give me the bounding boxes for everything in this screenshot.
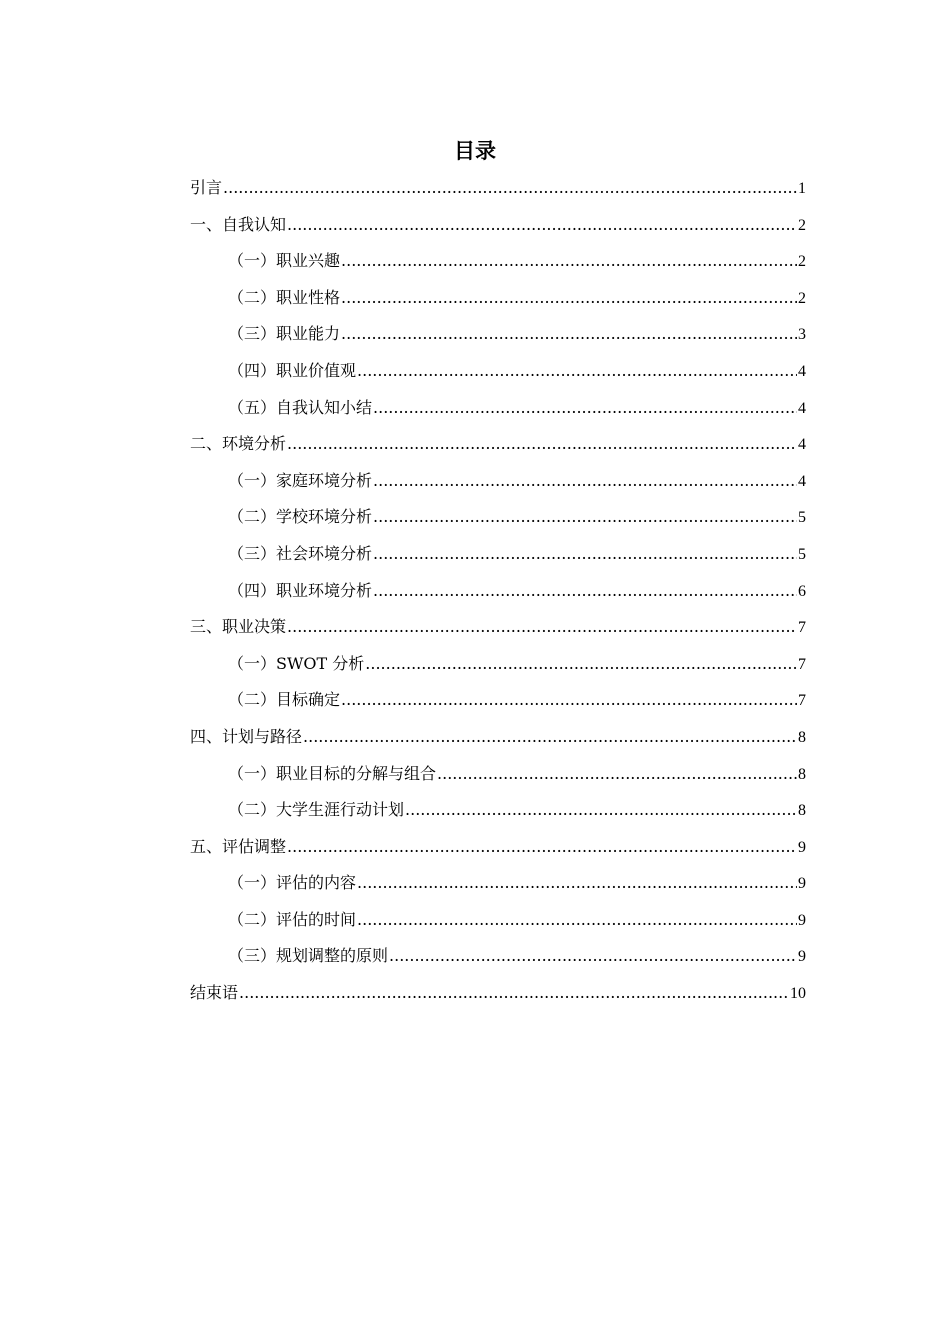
toc-entry[interactable]	[190, 536, 806, 573]
toc-dot-leader	[405, 792, 797, 829]
toc-entry[interactable]	[190, 499, 806, 536]
toc-entry[interactable]	[190, 756, 806, 793]
toc-dot-leader	[287, 609, 797, 646]
toc-entry[interactable]	[190, 646, 806, 683]
toc-entry-page-number: 8	[798, 728, 806, 746]
toc-entry-label: （三）规划调整的原则	[228, 946, 389, 966]
toc-title: 目录	[454, 139, 496, 163]
toc-entry[interactable]	[190, 390, 806, 427]
toc-dot-leader	[287, 829, 797, 866]
toc-entry-label: （三）职业能力	[228, 324, 341, 344]
toc-entry-label: （四）职业环境分析	[228, 580, 373, 600]
toc-entry-page-number: 10	[790, 985, 806, 1003]
toc-dot-leader	[373, 536, 797, 573]
toc-entry-page-number: 9	[798, 838, 806, 856]
toc-entry-page-number: 4	[798, 362, 806, 380]
toc-entry-page-number: 7	[798, 619, 806, 637]
toc-entry-label: 三、职业决策	[190, 617, 287, 637]
toc-entry-label: （二）目标确定	[228, 690, 341, 710]
toc-entry-label: （五）自我认知小结	[228, 397, 373, 417]
toc-entry[interactable]	[190, 463, 806, 500]
toc-entry-page-number: 2	[798, 253, 806, 271]
toc-entry-page-number: 4	[798, 399, 806, 417]
toc-entry-page-number: 6	[798, 582, 806, 600]
toc-entry[interactable]	[190, 975, 806, 1012]
toc-entry[interactable]	[190, 682, 806, 719]
toc-entry-page-number: 5	[798, 509, 806, 527]
toc-dot-leader	[373, 463, 797, 500]
toc-dot-leader	[389, 938, 797, 975]
toc-entry-label: （二）学校环境分析	[228, 507, 373, 527]
toc-entry[interactable]	[190, 243, 806, 280]
toc-entry-label: 一、自我认知	[190, 214, 287, 234]
toc-dot-leader	[303, 719, 797, 756]
toc-entry-page-number: 3	[798, 326, 806, 344]
toc-entry-page-number: 4	[798, 472, 806, 490]
toc-entry-label: （一）家庭环境分析	[228, 470, 373, 490]
toc-dot-leader	[357, 353, 797, 390]
toc-dot-leader	[239, 975, 789, 1012]
toc-entry-page-number: 7	[798, 692, 806, 710]
toc-entry[interactable]	[190, 426, 806, 463]
toc-dot-leader	[341, 682, 797, 719]
toc-entry-page-number: 8	[798, 802, 806, 820]
toc-entry[interactable]	[190, 829, 806, 866]
toc-dot-leader	[373, 499, 797, 536]
toc-entry[interactable]	[190, 865, 806, 902]
toc-entry[interactable]	[190, 902, 806, 939]
toc-entry-page-number: 9	[798, 948, 806, 966]
toc-dot-leader	[373, 573, 797, 610]
toc-entry-page-number: 1	[798, 180, 806, 197]
toc-entry-label: （一）SWOT 分析	[228, 653, 365, 673]
toc-entry[interactable]	[190, 316, 806, 353]
toc-entry[interactable]	[190, 353, 806, 390]
toc-entry[interactable]	[190, 573, 806, 610]
toc-dot-leader	[357, 902, 797, 939]
toc-entry-label: （一）职业兴趣	[228, 251, 341, 271]
toc-entry-page-number: 7	[798, 655, 806, 673]
toc-dot-leader	[373, 390, 797, 427]
toc-dot-leader	[341, 280, 797, 317]
toc-dot-leader	[341, 316, 797, 353]
toc-dot-leader	[287, 207, 797, 244]
toc-dot-leader	[365, 646, 797, 683]
toc-entry-label: 引言	[190, 178, 223, 197]
toc-entry[interactable]	[190, 609, 806, 646]
toc-list	[190, 170, 806, 1012]
toc-entry-label: 二、环境分析	[190, 434, 287, 454]
toc-entry-page-number: 5	[798, 545, 806, 563]
toc-entry-label: （三）社会环境分析	[228, 543, 373, 563]
toc-entry-label: （二）大学生涯行动计划	[228, 800, 405, 820]
toc-entry-label: （二）职业性格	[228, 287, 341, 307]
toc-dot-leader	[341, 243, 797, 280]
toc-entry[interactable]	[190, 170, 806, 207]
toc-entry-page-number: 9	[798, 875, 806, 893]
toc-entry[interactable]	[190, 719, 806, 756]
toc-entry[interactable]	[190, 938, 806, 975]
toc-entry-label: （四）职业价值观	[228, 360, 357, 380]
toc-entry-label: （一）职业目标的分解与组合	[228, 763, 437, 783]
toc-entry[interactable]	[190, 792, 806, 829]
toc-entry-page-number: 4	[798, 436, 806, 454]
toc-entry[interactable]	[190, 207, 806, 244]
toc-dot-leader	[223, 170, 797, 207]
toc-entry-page-number: 9	[798, 911, 806, 929]
toc-entry-label: （二）评估的时间	[228, 909, 357, 929]
toc-entry-label: 四、计划与路径	[190, 726, 303, 746]
toc-dot-leader	[357, 865, 797, 902]
toc-entry-label: （一）评估的内容	[228, 873, 357, 893]
toc-entry-label: 结束语	[190, 983, 239, 1003]
toc-dot-leader	[437, 756, 797, 793]
toc-entry-page-number: 2	[798, 289, 806, 307]
toc-dot-leader	[287, 426, 797, 463]
toc-entry-page-number: 8	[798, 765, 806, 783]
toc-entry-page-number: 2	[798, 216, 806, 234]
toc-entry[interactable]	[190, 280, 806, 317]
toc-entry-label: 五、评估调整	[190, 836, 287, 856]
